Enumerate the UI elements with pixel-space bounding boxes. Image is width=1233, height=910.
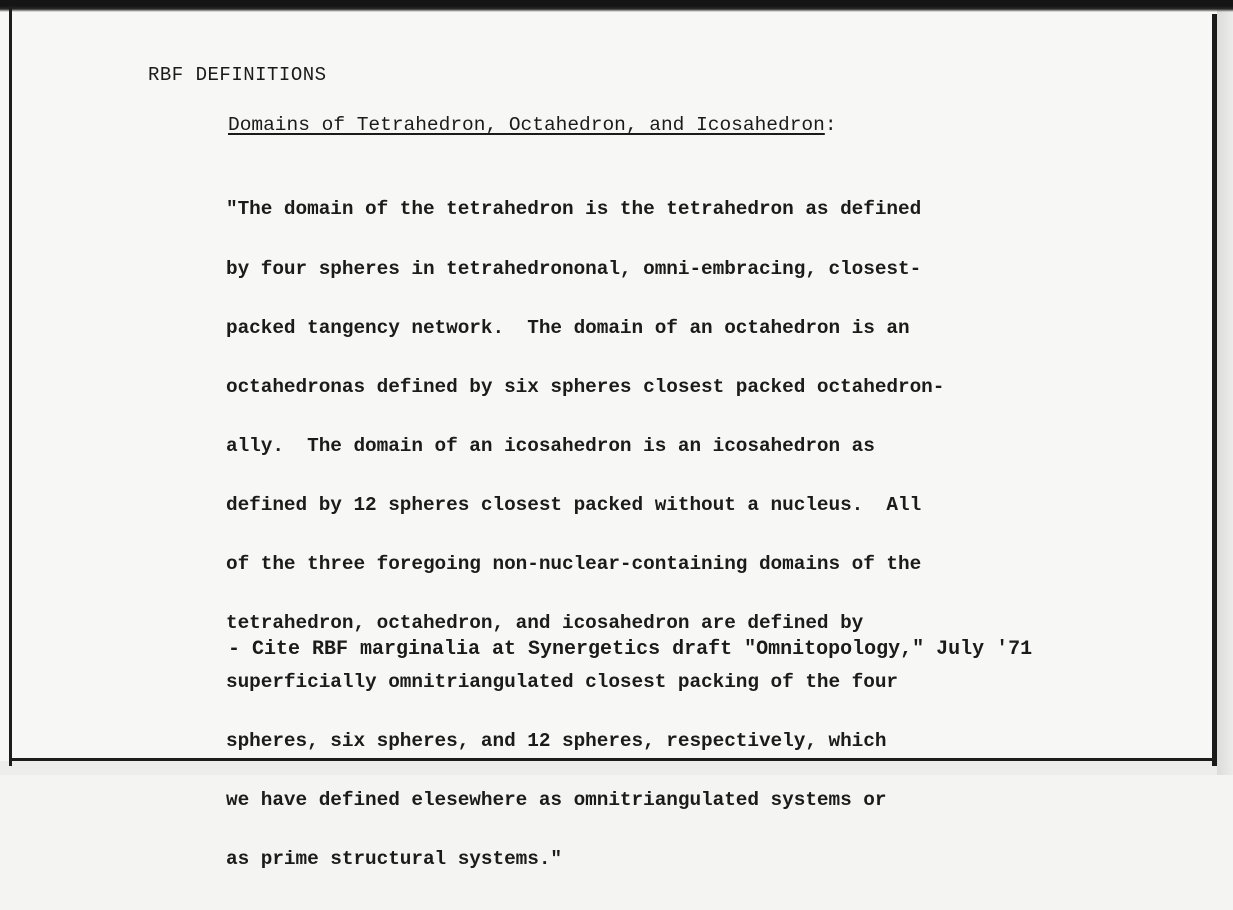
card-border-left (9, 6, 12, 766)
definition-quote (226, 161, 944, 910)
definition-heading-colon: : (824, 114, 837, 136)
quote-line: spheres, six spheres, and 12 spheres, respectively, which (226, 730, 887, 753)
quote-line: ally. The domain of an icosahedron is an icosahedron as (226, 434, 875, 457)
card-border-right (1212, 14, 1217, 766)
quote-line: superficially omnitriangulated closest packing of the four (226, 671, 899, 694)
quote-line: "The domain of the tetrahedron is the tetrahedron as defined (226, 198, 922, 221)
quote-line: defined by 12 spheres closest packed without a nucleus. All (226, 493, 922, 516)
card-border-top (0, 0, 1233, 12)
quote-line: by four spheres in tetrahedrononal, omni-embracing, closest- (226, 257, 922, 280)
quote-line: we have defined elesewhere as omnitriangulated systems or (226, 789, 887, 812)
quote-line: packed tangency network. The domain of an octahedron is an (226, 316, 910, 339)
quote-line: tetrahedron, octahedron, and icosahedron are defined by (226, 612, 864, 635)
quote-line: as prime structural systems." (226, 848, 563, 871)
definition-heading (228, 114, 837, 136)
quote-line: of the three foregoing non-nuclear-containing domains of the (226, 552, 922, 575)
quote-line: octahedronas defined by six spheres closest packed octahedron- (226, 375, 945, 398)
card-header: RBF DEFINITIONS (148, 64, 327, 86)
scan-margin (1217, 0, 1233, 775)
definition-heading-text: Domains of Tetrahedron, Octahedron, and Icosahedron (228, 114, 825, 136)
citation: - Cite RBF marginalia at Synergetics draft "Omnitopology," July '71 (228, 638, 1033, 661)
